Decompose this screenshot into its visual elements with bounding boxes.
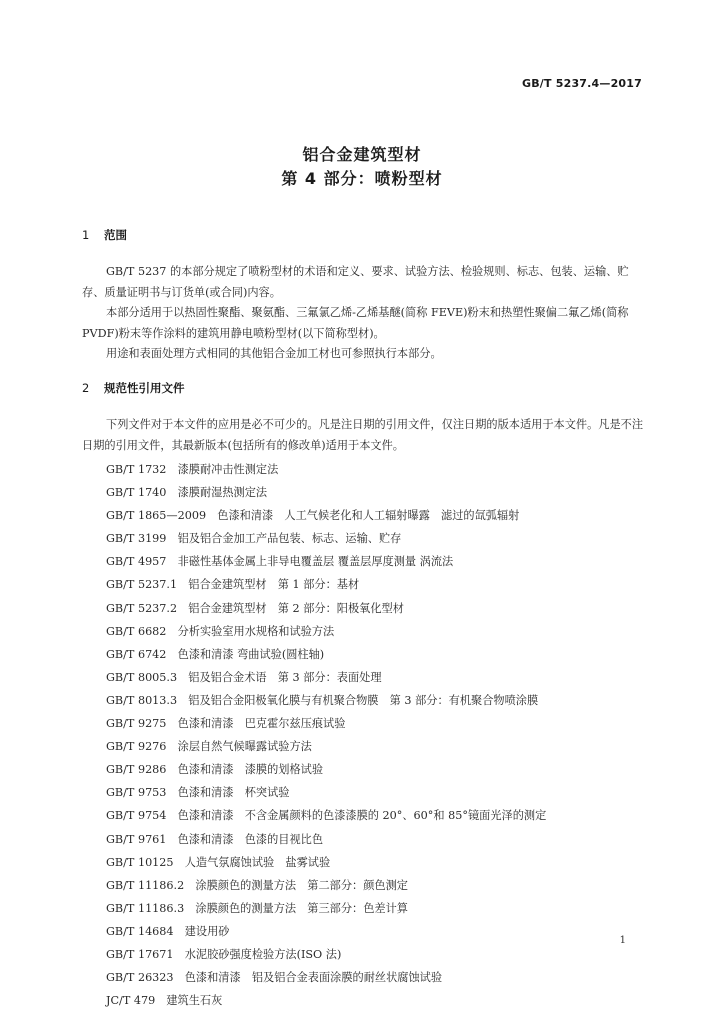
reference-item: GB/T 9754 色漆和清漆 不含金属颜料的色漆漆膜的 20°、60°和 85°镜面光泽的测定 [106, 809, 547, 823]
section-number: 2 [82, 381, 90, 395]
section-heading-scope [82, 227, 127, 243]
reference-item: GB/T 1732 漆膜耐冲击性测定法 [106, 463, 279, 476]
reference-item: GB/T 8005.3 铝及铝合金术语 第 3 部分：表面处理 [106, 670, 382, 684]
reference-item: GB/T 14684 建设用砂 [106, 924, 230, 938]
reference-item: GB/T 4957 非磁性基体金属上非导电覆盖层 覆盖层厚度测量 涡流法 [106, 555, 454, 569]
reference-item: GB/T 1740 漆膜耐湿热测定法 [106, 486, 268, 500]
reference-item: JC/T 479 建筑生石灰 [106, 994, 223, 1008]
standard-code: GB/T 5237.4—2017 [521, 77, 642, 90]
reference-item: GB/T 9761 色漆和清漆 色漆的目视比色 [106, 832, 324, 846]
reference-item: GB/T 6742 色漆和清漆 弯曲试验(圆柱轴) [106, 647, 325, 661]
reference-item: GB/T 1865—2009 色漆和清漆 人工气候老化和人工辐射曝露 滤过的氙弧辐射 [106, 509, 520, 523]
reference-item: GB/T 17671 水泥胶砂强度检验方法(ISO 法) [106, 947, 342, 961]
reference-item: GB/T 10125 人造气氛腐蚀试验 盐雾试验 [106, 855, 331, 869]
reference-item: GB/T 8013.3 铝及铝合金阳极氧化膜与有机聚合物膜 第 3 部分：有机聚合物喷涂膜 [106, 693, 539, 707]
scope-paragraph-2: 本部分适用于以热固性聚酯、聚氨酯、三氟氯乙烯-乙烯基醚(简称 FEVE)粉末和热塑性聚偏二氟乙烯(简称 PVDF)粉末等作涂料的建筑用静电喷粉型材(以下简称型材)。 [82, 306, 629, 340]
section-title: 范围 [104, 228, 127, 242]
reference-item: GB/T 5237.2 铝合金建筑型材 第 2 部分：阳极氧化型材 [106, 601, 404, 615]
reference-item: GB/T 9753 色漆和清漆 杯突试验 [106, 786, 290, 800]
reference-item: GB/T 26323 色漆和清漆 铝及铝合金表面涂膜的耐丝状腐蚀试验 [106, 971, 443, 985]
reference-item: GB/T 11186.3 涂膜颜色的测量方法 第三部分：色差计算 [106, 901, 408, 915]
page-number: 1 [619, 935, 626, 946]
reference-item: GB/T 9275 色漆和清漆 巴克霍尔兹压痕试验 [106, 717, 346, 731]
scope-paragraph-3: 用途和表面处理方式相同的其他铝合金加工材也可参照执行本部分。 [106, 347, 442, 360]
references-intro: 下列文件对于本文件的应用是必不可少的。凡是注日期的引用文件，仅注日期的版本适用于本文件。凡是不注日期的引用文件，其最新版本(包括所有的修改单)适用于本文件。 [82, 418, 644, 452]
scope-paragraph-1: GB/T 5237 的本部分规定了喷粉型材的术语和定义、要求、试验方法、检验规则、标志、包装、运输、贮存、质量证明书与订货单(或合同)内容。 [82, 265, 629, 299]
reference-item: GB/T 3199 铝及铝合金加工产品包装、标志、运输、贮存 [106, 532, 402, 546]
section-heading-normative-references [82, 380, 185, 396]
reference-item: GB/T 5237.1 铝合金建筑型材 第 1 部分：基材 [106, 578, 360, 592]
document-title: 铝合金建筑型材 [302, 145, 422, 164]
section-title: 规范性引用文件 [104, 381, 185, 395]
reference-item: GB/T 9276 涂层自然气候曝露试验方法 [106, 740, 312, 754]
section-number: 1 [82, 228, 90, 242]
reference-item: GB/T 9286 色漆和清漆 漆膜的划格试验 [106, 763, 324, 777]
reference-item: GB/T 6682 分析实验室用水规格和试验方法 [106, 624, 335, 638]
reference-list [106, 458, 666, 1012]
reference-item: GB/T 11186.2 涂膜颜色的测量方法 第二部分：颜色测定 [106, 878, 408, 892]
document-subtitle: 第 4 部分：喷粉型材 [281, 169, 443, 188]
